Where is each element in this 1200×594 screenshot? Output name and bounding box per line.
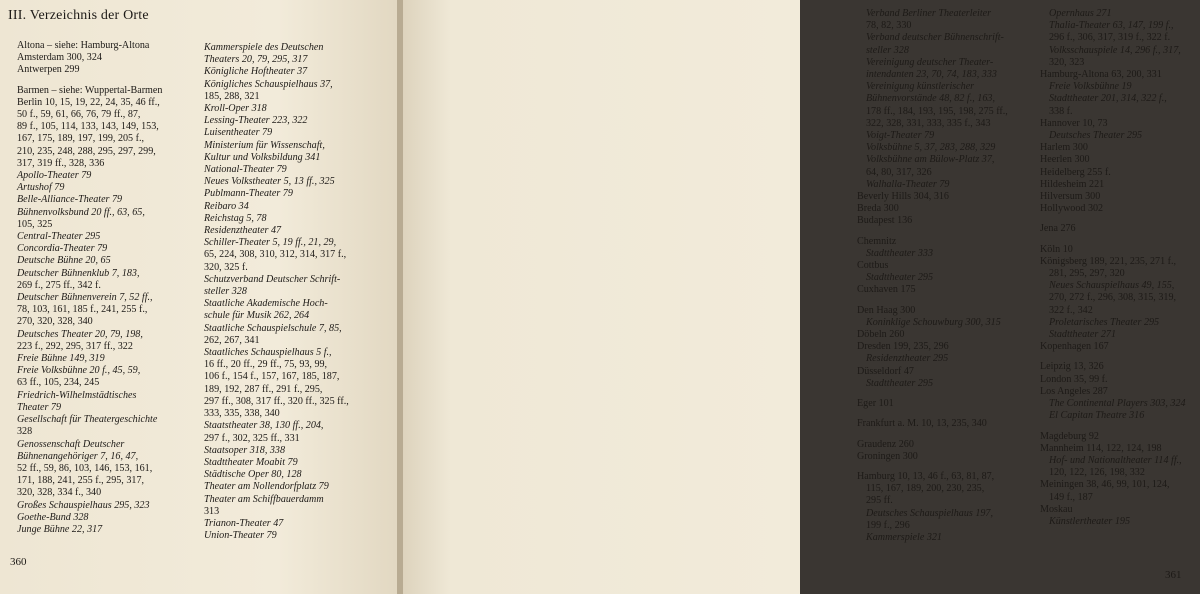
index-line: 322 f., 342 [1049,304,1093,316]
index-line: Friedrich-Wilhelmstädtisches [17,389,137,401]
index-line: 78, 82, 330 [866,20,912,32]
index-line: Opernhaus 271 [1049,8,1112,19]
index-line: Vereinigung künstlerischer [866,81,975,93]
index-line: 78, 103, 161, 185 f., 241, 255 f., [17,304,148,316]
right-page [403,0,1186,594]
index-line: Volksschauspiele 14, 296 f., 317, [1049,44,1181,56]
index-line: 322, 328, 331, 333, 335 f., 343 [866,117,991,129]
index-line: Staatliche Akademische Hoch- [204,298,328,310]
index-line: Stadttheater 295 [866,377,934,389]
page-number-right: 361 [1165,569,1182,581]
index-line: Deutscher Bühnenklub 7, 183, [17,267,140,279]
index-line: Staatliche Schauspielschule 7, 85, [204,322,342,334]
index-line: 185, 288, 321 [204,90,260,102]
index-line: Theater 79 [17,401,62,413]
index-line: Heerlen 300 [1040,154,1090,166]
index-line: Neues Schauspielhaus 49, 155, [1049,280,1175,292]
index-line: Beverly Hills 304, 316 [857,191,949,203]
index-line: Theaters 20, 79, 295, 317 [204,54,308,66]
index-line: Goethe-Bund 328 [17,511,89,523]
index-spacer [857,410,1032,418]
index-line: Deutsche Bühne 20, 65 [17,255,111,267]
index-line: Meiningen 38, 46, 99, 101, 124, [1040,479,1170,491]
index-line: 262, 267, 341 [204,334,260,346]
page-number-left: 360 [10,556,27,568]
index-line: Düsseldorf 47 [857,365,914,377]
index-line: 333, 335, 338, 340 [204,408,280,420]
index-line: Moskau [1040,503,1073,515]
index-line: Genossenschaft Deutscher [17,438,125,450]
index-line: Freie Bühne 149, 319 [17,353,105,365]
index-line: Jena 276 [1040,223,1076,235]
index-line: Altona – siehe: Hamburg-Altona [17,40,150,51]
index-heading: III. Verzeichnis der Orte [8,8,149,23]
index-line: Kammerspiele des Deutschen [204,42,324,53]
index-line: Hof- und Nationaltheater 114 ff., [1049,454,1182,466]
index-spacer [1040,236,1200,244]
index-line: Deutsches Theater 20, 79, 198, [17,328,143,340]
index-line: 106 f., 154 f., 157, 167, 185, 187, [204,371,340,383]
index-line: 105, 325 [17,218,53,230]
index-line: steller 328 [866,44,909,56]
index-line: Bühnenvolksbund 20 ff., 63, 65, [17,206,145,218]
index-line: Hamburg 10, 13, 46 f., 63, 81, 87, [857,470,995,482]
index-line: Luisentheater 79 [204,127,273,139]
index-line: 63 ff., 105, 234, 245 [17,377,100,389]
index-line: Döbeln 260 [857,329,905,341]
index-spacer [1040,353,1200,361]
index-line: 313 [204,505,220,517]
index-line: Stadttheater Moabit 79 [204,456,298,468]
index-line: Deutsches Schauspielhaus 197, [866,507,993,519]
index-spacer [1040,423,1200,431]
index-line: 328 [17,426,33,438]
index-line: Schiller-Theater 5, 19 ff., 21, 29, [204,237,337,249]
index-line: 16 ff., 20 ff., 29 ff., 75, 93, 99, [204,359,328,371]
index-line: 50 f., 59, 61, 66, 76, 79 ff., 87, [17,109,141,121]
index-line: 167, 175, 189, 197, 199, 205 f., [17,133,145,145]
index-line: Kroll-Oper 318 [204,103,267,115]
right-column-1 [857,8,1032,544]
index-line: 320, 328, 334 f., 340 [17,487,102,499]
index-line: Kopenhagen 167 [1040,341,1109,353]
index-line: Concordia-Theater 79 [17,243,108,255]
index-line: Residenztheater 47 [204,225,282,237]
index-line: 270, 272 f., 296, 308, 315, 319, [1049,292,1177,304]
index-line: 189, 192, 287 ff., 291 f., 295, [204,383,323,395]
index-line: 149 f., 187 [1049,491,1093,503]
index-line: Großes Schauspielhaus 295, 323 [17,499,150,511]
index-line: Voigt-Theater 79 [866,130,935,142]
index-line: Koninklige Schouwburg 300, 315 [866,316,1001,328]
index-line: Freie Volksbühne 20 f., 45, 59, [17,365,141,377]
index-line: Kultur und Volksbildung 341 [204,151,321,163]
index-line: Heidelberg 255 f. [1040,166,1111,178]
index-line: 338 f. [1049,105,1073,117]
index-line: Chemnitz [857,235,897,247]
index-line: The Continental Players 303, 324 [1049,398,1186,410]
index-line: Belle-Alliance-Theater 79 [17,194,123,206]
index-line: Leipzig 13, 326 [1040,361,1104,373]
index-line: 297 f., 302, 325 ff., 331 [204,432,300,444]
index-line: Königliche Hoftheater 37 [204,66,308,78]
index-line: National-Theater 79 [204,164,287,176]
index-line: Proletarisches Theater 295 [1049,316,1160,328]
index-line: Stadttheater 271 [1049,329,1117,341]
left-column-1 [8,40,188,536]
index-line: Magdeburg 92 [1040,430,1099,442]
index-line: Thalia-Theater 63, 147, 199 f., [1049,20,1174,32]
index-line: Volksbühne am Bülow-Platz 37, [866,154,995,166]
index-line: Hildesheim 221 [1040,178,1105,190]
index-line: 199 f., 296 [866,519,910,531]
left-column-2 [195,42,395,542]
index-line: 281, 295, 297, 320 [1049,268,1125,280]
index-line: Barmen – siehe: Wuppertal-Barmen [17,84,163,96]
index-line: Berlin 10, 15, 19, 22, 24, 35, 46 ff., [17,96,160,108]
index-line: Frankfurt a. M. 10, 13, 235, 340 [857,418,987,430]
index-line: Union-Theater 79 [204,530,277,542]
index-line: Apollo-Theater 79 [17,170,92,182]
index-line: Theater am Nollendorfplatz 79 [204,481,329,493]
index-line: Staatstheater 38, 130 ff., 204, [204,420,324,432]
index-spacer [857,228,1032,236]
index-spacer [857,390,1032,398]
index-line: London 35, 99 f. [1040,373,1108,385]
index-line: Antwerpen 299 [17,64,80,76]
index-line: 223 f., 292, 295, 317 ff., 322 [17,340,133,352]
index-spacer [857,463,1032,471]
index-line: 270, 320, 328, 340 [17,316,93,328]
index-line: Walhalla-Theater 79 [866,178,950,190]
index-line: Vereinigung deutscher Theater- [866,56,994,68]
index-spacer [8,77,188,85]
index-line: Staatsoper 318, 338 [204,444,286,456]
index-line: Residenztheater 295 [866,353,949,365]
index-line: Junge Bühne 22, 317 [17,523,103,535]
index-line: Cottbus [857,260,889,272]
index-line: Stadttheater 295 [866,272,934,284]
left-page [0,0,397,594]
index-line: steller 328 [204,286,247,298]
index-line: 210, 235, 248, 288, 295, 297, 299, [17,145,156,157]
index-line: Verband Berliner Theaterleiter [866,8,992,19]
index-line: Artushof 79 [17,182,65,194]
index-line: Theater am Schiffbauerdamm [204,493,324,505]
index-line: Bühnenangehöriger 7, 16, 47, [17,450,139,462]
index-line: Groningen 300 [857,450,918,462]
index-line: Freie Volksbühne 19 [1049,81,1132,93]
index-line: Hollywood 302 [1040,203,1104,215]
index-line: Los Angeles 287 [1040,385,1108,397]
index-spacer [1040,215,1200,223]
index-line: 115, 167, 189, 200, 230, 235, [866,483,985,495]
index-line: Den Haag 300 [857,304,916,316]
index-line: Reichstag 5, 78 [204,212,267,224]
index-line: Stadttheater 201, 314, 322 f., [1049,93,1167,105]
index-line: Verband deutscher Bühnenschrift- [866,32,1004,44]
index-line: 171, 188, 241, 255 f., 295, 317, [17,475,145,487]
index-line: Eger 101 [857,398,894,410]
index-line: 65, 224, 308, 310, 312, 314, 317 f., [204,249,347,261]
index-line: 64, 80, 317, 326 [866,166,932,178]
index-line: Dresden 199, 235, 296 [857,341,949,353]
index-line: Königliches Schauspielhaus 37, [204,78,333,90]
index-line: Kammerspiele 321 [866,531,942,543]
index-line: 295 ff. [866,495,893,507]
index-line: 178 ff., 184, 193, 195, 198, 275 ff., [866,105,1008,117]
index-line: Harlem 300 [1040,142,1088,154]
index-line: 120, 122, 126, 198, 332 [1049,467,1145,479]
index-line: Deutscher Bühnenverein 7, 52 ff., [17,292,153,304]
index-line: Budapest 136 [857,215,913,227]
index-line: Hannover 10, 73 [1040,117,1108,129]
index-line: Gesellschaft für Theatergeschichte [17,414,158,426]
index-line: 52 ff., 59, 86, 103, 146, 153, 161, [17,462,153,474]
index-line: Trianon-Theater 47 [204,517,284,529]
index-line: Bühnenvorstände 48, 82 f., 163, [866,93,995,105]
index-line: Mannheim 114, 122, 124, 198 [1040,442,1162,454]
index-spacer [857,431,1032,439]
index-line: Amsterdam 300, 324 [17,52,102,64]
index-line: 320, 323 [1049,56,1085,68]
index-line: Publmann-Theater 79 [204,188,293,200]
index-line: Schutzverband Deutscher Schrift- [204,273,341,285]
index-line: Ministerium für Wissenschaft, [204,139,325,151]
index-line: Köln 10 [1040,243,1073,255]
index-line: Staatliches Schauspielhaus 5 f., [204,347,332,359]
index-line: 320, 325 f. [204,261,248,273]
right-column-2 [1040,8,1200,528]
index-line: 317, 319 ff., 328, 336 [17,157,105,169]
index-line: intendanten 23, 70, 74, 183, 333 [866,69,997,81]
index-line: Neues Volkstheater 5, 13 ff., 325 [204,176,335,188]
index-line: Deutsches Theater 295 [1049,130,1143,142]
index-line: Graudenz 260 [857,438,914,450]
index-line: 296 f., 306, 317, 319 f., 322 f. [1049,32,1171,44]
index-line: Hamburg-Altona 63, 200, 331 [1040,69,1162,81]
index-line: Volksbühne 5, 37, 283, 288, 329 [866,142,996,154]
index-line: Lessing-Theater 223, 322 [204,115,308,127]
index-line: Künstlertheater 195 [1049,515,1131,527]
index-line: Cuxhaven 175 [857,284,916,296]
index-line: El Capitan Theatre 316 [1049,410,1145,422]
index-line: 269 f., 275 ff., 342 f. [17,279,101,291]
index-spacer [857,297,1032,305]
index-line: Breda 300 [857,203,899,215]
index-line: Central-Theater 295 [17,231,101,243]
index-line: Hilversum 300 [1040,191,1101,203]
index-line: Städtische Oper 80, 128 [204,469,302,481]
index-line: Reibaro 34 [204,200,249,212]
index-line: 297 ff., 308, 317 ff., 320 ff., 325 ff., [204,395,349,407]
index-line: schule für Musik 262, 264 [204,310,310,322]
index-line: Königsberg 189, 221, 235, 271 f., [1040,255,1177,267]
index-line: Stadttheater 333 [866,247,934,259]
index-line: 89 f., 105, 114, 133, 143, 149, 153, [17,121,159,133]
